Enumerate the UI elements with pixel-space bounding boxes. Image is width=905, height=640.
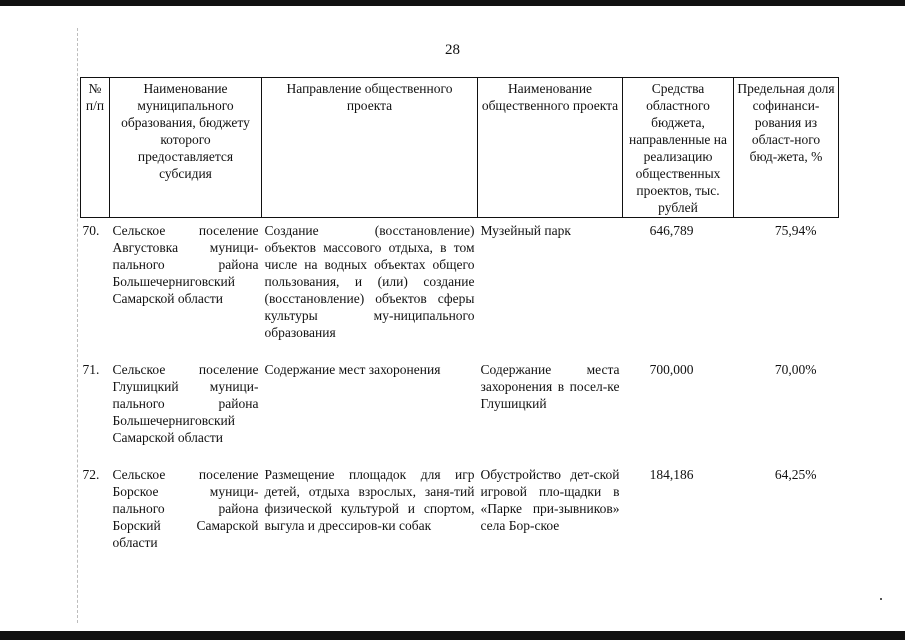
row-number: 72. xyxy=(82,467,100,482)
header-funds: Средства областного бюджета, направленные на реализацию общественных проектов, тыс. рублей xyxy=(623,78,734,218)
table-row xyxy=(81,466,839,571)
row-number: 71. xyxy=(82,362,100,377)
row-funds: 700,000 xyxy=(649,362,694,377)
header-num: № п/п xyxy=(81,78,110,218)
row-share: 64,25% xyxy=(774,467,817,482)
row-project: Содержание места захоронения в посел-ке Глушицкий xyxy=(480,362,620,411)
row-funds: 646,789 xyxy=(649,223,694,238)
row-direction: Создание (восстановление) объектов массового отдыха, в том числе на водных объектах общего пользования, и (или) создание (восстановление) объектов сферы культуры му-ниципального образования xyxy=(264,223,475,340)
table-header-row xyxy=(81,78,839,218)
header-municipality: Наименование муниципального образования, бюджету которого предоставляется субсидия xyxy=(110,78,262,218)
row-project: Музейный парк xyxy=(480,223,571,238)
page-number: 28 xyxy=(445,42,460,58)
table-row xyxy=(81,218,839,362)
table-row xyxy=(81,361,839,466)
row-municipality: Сельское поселение Борское муници-пального района Борский Самарской области xyxy=(112,467,259,550)
row-funds: 184,186 xyxy=(649,467,694,482)
row-number: 70. xyxy=(82,223,100,238)
row-share: 70,00% xyxy=(774,362,817,377)
header-project: Наименование общественного проекта xyxy=(478,78,623,218)
row-municipality: Сельское поселение Августовка муници-пального района Большечерниговский Самарской области xyxy=(112,223,259,306)
row-direction: Содержание мест захоронения xyxy=(264,362,441,377)
scan-speck xyxy=(880,598,882,600)
row-municipality: Сельское поселение Глушицкий муници-пального района Большечерниговский Самарской области xyxy=(112,362,259,445)
scan-top-border xyxy=(0,0,905,6)
header-direction: Направление общественного проекта xyxy=(262,78,478,218)
row-direction: Размещение площадок для игр детей, отдыха взрослых, заня-тий физической культурой и спортом, выгула и дрессиров-ки собак xyxy=(264,467,475,533)
header-share: Предельная доля софинанси-рования из област-ного бюд-жета, % xyxy=(734,78,839,218)
subsidy-table xyxy=(80,77,839,571)
row-share: 75,94% xyxy=(774,223,817,238)
scan-bottom-border xyxy=(0,631,905,640)
row-project: Обустройство дет-ской игровой пло-щадки в «Парке при-зывников» села Бор-ское xyxy=(480,467,620,533)
binding-margin-mark xyxy=(77,28,79,623)
